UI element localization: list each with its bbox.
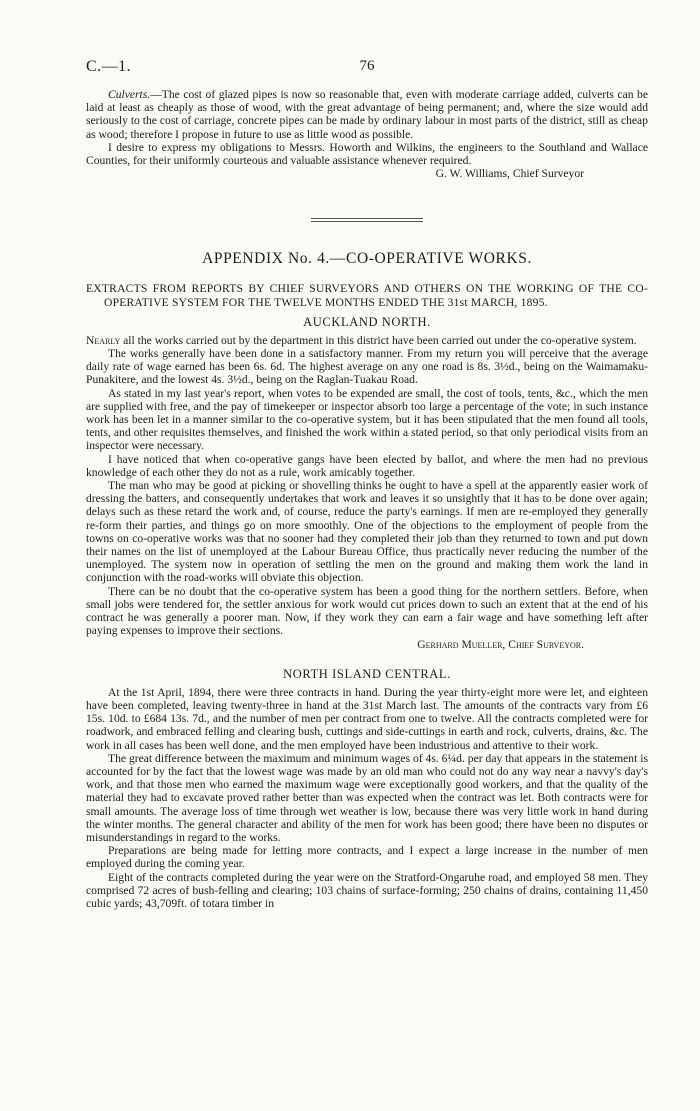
section-divider [311,218,423,222]
auckland-paragraph-3: As stated in my last year's report, when votes to be expended are small, the cost of tools, tents, &c., which the men are supplied with free, and the pay of timekeeper or inspector absorb too large a percentage of the vote; in such instance work has been let in a manner similar to the co-operative system, but it has been stipulated that the men found all tools, tents, and other requisites themselves, and finished the work within a stated period, so that only periodical visits from an inspector were necessary. [86,386,648,453]
page-header [86,58,648,88]
auckland-paragraph-5: The man who may be good at picking or shovelling thinks he ought to have a spell at the apparently easier work of dressing the batters, and consequently undertakes that work and leaves it so unsightly that it has to be done over again; delays such as these retard the work and, of course, reduce the party's earnings. If men are re-employed they generally re-form their parties, and things go on more smoothly. One of the objections to the employment of people from the towns on co-operative works was that no sooner had they completed their job than they returned to town and put down their names on the list of unemployed at the Labour Bureau Office, thus practically never reducing the number of the unemployed. The system now in operation of settling the men on the ground and making them work the land in conjunction with the road-works will obviate this objection. [86,479,648,585]
appendix-title: APPENDIX No. 4.—CO-OPERATIVE WORKS. [202,250,532,268]
auckland-north-heading: AUCKLAND NORTH. [303,314,431,329]
culverts-lead: Culverts. [108,88,151,101]
auckland-paragraph-2: The works generally have been done in a satisfactory manner. From my return you will perceive that the average daily rate of wage earned has been 6s. 6d. The highest average on any one road is 8s. 3½d., being on the Waimamaku-Punakitere, and the lowest 4s. 3½d., being on the Raglan-Tuakau Road. [86,347,648,387]
nic-paragraph-1: At the 1st April, 1894, there were three contracts in hand. During the year thirty-eight more were let, and eighteen have been completed, leaving twenty-three in hand at the 31st March last. The amounts of the contracts vary from £6 15s. 10d. to £684 13s. 7d., and the number of men per contract from one to twelve. All the contracts completed were for roadwork, and embraced felling and clearing bush, cuttings and side-cuttings in earth and rock, culverts, drains, &c. The work in all cases has been well done, and the men employed have been industrious and attentive to their work. [86,685,648,752]
auckland-p1-text: all the works carried out by the department in this district have been carried out under the co-operative system. [120,333,637,347]
auckland-paragraph-4: I have noticed that when co-operative gangs have been elected by ballot, and where the men had no previous knowledge of each other they do not as a rule, work amicably together. [86,452,648,479]
thanks-paragraph: I desire to express my obligations to Messrs. Howorth and Wilkins, the engineers to the Southland and Wallace Counties, for their uniformly courteous and valuable assistance whenever required. [86,140,648,168]
nic-paragraph-4: Eight of the contracts completed during the year were on the Stratford-Ongaruhe road, and employed 58 men. They comprised 72 acres of bush-felling and clearing; 103 chains of surface-forming; 250 chains of drains, containing 11,450 cubic yards; 43,709ft. of totara timber in [86,870,648,910]
mueller-signature: Gerhard Mueller, Chief Surveyor. [417,637,584,651]
nic-paragraph-2: The great difference between the maximum and minimum wages of 4s. 6¼d. per day that appears in the statement is accounted for by the fact that the lowest wage was made by an old man who could not do any way near a navvy's day's work, and that those men who earned the maximum wage were exceptionally good workers, and that the quality of the material they had to excavate proved rather better than was expected when the contract was let. Both contracts were for small amounts. The average loss of time through wet weather is low, because there was very little work in hand during the winter months. The general character and ability of the men for work has been good; there have been no disputes or misunderstandings in regard to the works. [86,751,648,844]
extracts-title: EXTRACTS FROM REPORTS BY CHIEF SURVEYORS AND OTHERS ON THE WORKING OF THE CO-OPERATIVE SYSTEM FOR THE TWELVE MONTHS ENDED THE 31st MARCH, 1895. [86,282,648,309]
auckland-paragraph-6: There can be no doubt that the co-operative system has been a good thing for the northern settlers. Before, when small jobs were tendered for, the settler anxious for work would cut prices down to such an extent that at the end of his contract he was generally a poorer man. Now, if they work they can earn a fair wage and have something left after paying expenses to improve their sections. [86,584,648,638]
auckland-paragraph-1 [86,334,648,347]
document-reference: C.—1. [86,58,132,75]
auckland-lead: Nearly [86,333,121,347]
nic-paragraph-3: Preparations are being made for letting more contracts, and I expect a large increase in the number of men employed during the coming year. [86,844,648,871]
williams-signature: G. W. Williams, Chief Surveyor [435,167,584,181]
north-island-central-heading: NORTH ISLAND CENTRAL. [283,666,451,681]
culverts-text: —The cost of glazed pipes is now so reasonable that, even with moderate carriage added, culverts can be laid at least as cheaply as those of wood, with the great advantage of being permanent; and, where the size would add seriously to the cost of carriage, concrete pipes can be made by ordinary labour in most parts of the district, still as cheap as wood; therefore I propose in future to use as little wood as possible. [86,88,648,141]
page-number: 76 [359,58,375,74]
culverts-paragraph [86,88,648,141]
